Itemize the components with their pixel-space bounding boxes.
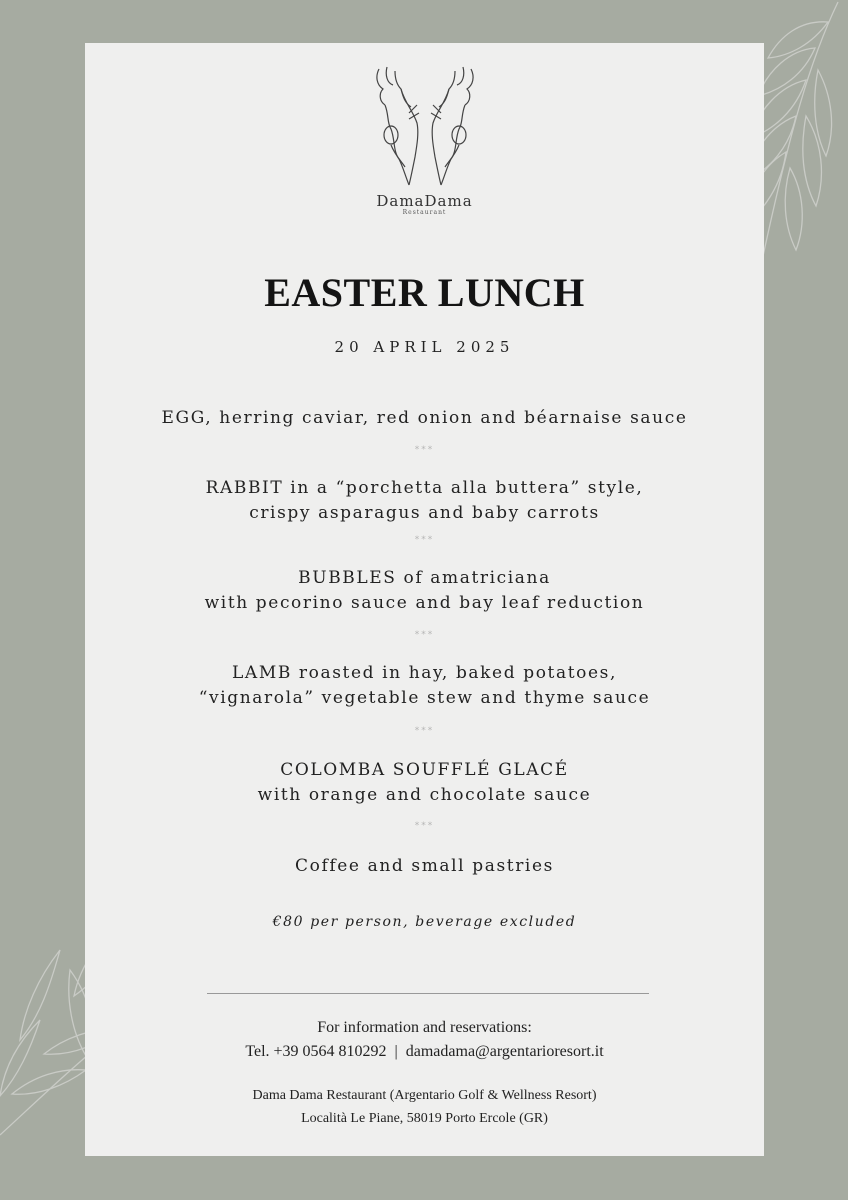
- course-4-line-2: “vignarola” vegetable stew and thyme sauce: [198, 688, 651, 708]
- separator-1: ***: [414, 445, 435, 455]
- course-5-line-2: with orange and chocolate sauce: [257, 785, 592, 805]
- menu-card: [85, 43, 764, 1156]
- restaurant-logo: [85, 63, 764, 216]
- course-6: [85, 854, 764, 879]
- course-6-line-1: Coffee and small pastries: [295, 856, 554, 876]
- page-title: EASTER LUNCH: [264, 270, 585, 315]
- course-2-line-1: RABBIT in a “porchetta alla buttera” style,: [205, 478, 644, 498]
- divider: [207, 993, 649, 994]
- info-heading: For information and reservations:: [317, 1019, 532, 1036]
- event-date: 20 APRIL 2025: [334, 338, 515, 356]
- brand-subtitle: Restaurant: [402, 209, 447, 216]
- course-1: [85, 406, 764, 431]
- course-2: [85, 476, 764, 526]
- brand-name: DamaDama: [376, 192, 473, 210]
- course-4: [85, 661, 764, 711]
- deer-logo-icon: [365, 63, 485, 188]
- separator-5: ***: [414, 821, 435, 831]
- course-2-line-2: crispy asparagus and baby carrots: [249, 503, 600, 523]
- course-5-line-1: COLOMBA SOUFFLÉ GLACÉ: [280, 760, 569, 780]
- price-note: €80 per person, beverage excluded: [272, 914, 577, 930]
- contact-line: Tel. +39 0564 810292 | damadama@argentarioresort.it: [245, 1043, 604, 1060]
- course-4-line-1: LAMB roasted in hay, baked potatoes,: [232, 663, 617, 683]
- venue-name: Dama Dama Restaurant (Argentario Golf & Wellness Resort): [252, 1088, 597, 1103]
- separator-3: ***: [414, 630, 435, 640]
- separator-2: ***: [414, 535, 435, 545]
- course-5: [85, 758, 764, 808]
- course-3: [85, 566, 764, 616]
- venue-address: Località Le Piane, 58019 Porto Ercole (GR): [301, 1111, 548, 1126]
- course-3-line-2: with pecorino sauce and bay leaf reduction: [204, 593, 645, 613]
- course-1-line-1: EGG, herring caviar, red onion and béarnaise sauce: [161, 408, 688, 428]
- separator-4: ***: [414, 726, 435, 736]
- course-3-line-1: BUBBLES of amatriciana: [298, 568, 551, 588]
